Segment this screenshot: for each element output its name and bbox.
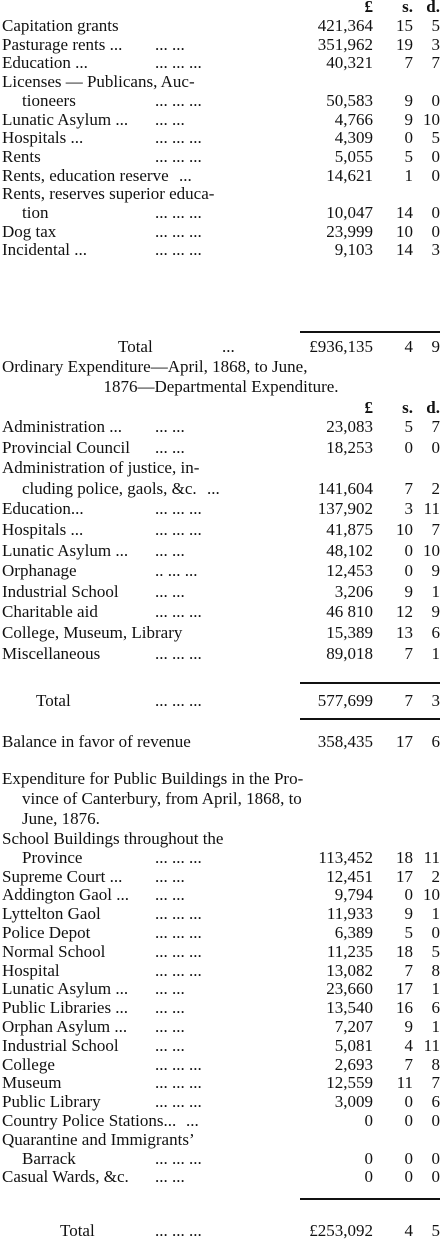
shillings-value: 9 — [404, 109, 413, 129]
table-row — [0, 562, 440, 580]
pence-value: 0 — [431, 923, 440, 942]
pounds-value: 3,206 — [334, 581, 373, 601]
leader-dots: ... ... — [155, 866, 185, 886]
shillings-value: 9 — [404, 904, 413, 924]
shillings-value: 11 — [396, 1073, 413, 1093]
pence-value: 6 — [431, 623, 440, 642]
leader-dots: ... ... — [155, 1017, 185, 1036]
shillings-value: 7 — [404, 1054, 413, 1074]
pounds-value: 23,083 — [326, 417, 373, 436]
shillings-value: 12 — [396, 602, 413, 622]
table-row — [0, 1112, 440, 1130]
total-label: Total — [60, 1221, 95, 1240]
pounds-value: 11,235 — [326, 941, 373, 961]
shillings-value: 0 — [404, 540, 413, 560]
shillings-value: 7 — [404, 643, 413, 663]
table-row — [0, 111, 440, 129]
buildings-heading-line-1: Expenditure for Public Buildings in the Pro- — [2, 769, 304, 788]
pence-value: 10 — [423, 540, 440, 560]
row-label: Casual Wards, &c. — [2, 1167, 129, 1187]
pence-value: 0 — [431, 90, 440, 110]
pounds-value: 40,321 — [326, 53, 373, 73]
table-row — [0, 500, 440, 518]
leader-dots: ... ... ... — [155, 128, 202, 148]
table-row — [0, 459, 440, 477]
leader-dots: ... ... ... — [155, 904, 202, 924]
pounds-value: 5,055 — [334, 146, 373, 166]
row-label: Dog tax — [2, 221, 57, 241]
table-row — [0, 1037, 440, 1055]
shillings-value: 7 — [404, 478, 413, 498]
pence-value: 1 — [431, 643, 440, 663]
shillings-value: 13 — [396, 623, 413, 642]
shillings-value: 7 — [404, 960, 413, 980]
table-row — [0, 1093, 440, 1111]
shillings-header: s. — [402, 398, 413, 417]
column-header — [0, 0, 440, 16]
table-row — [0, 886, 440, 904]
table-row — [0, 999, 440, 1017]
row-label: Lunatic Asylum ... — [2, 979, 129, 999]
leader-dots: ... ... ... — [155, 847, 202, 867]
pounds-value: 4,309 — [334, 128, 373, 148]
pence-value: 0 — [431, 1167, 440, 1187]
pence-value: 0 — [431, 1111, 440, 1130]
table-row — [0, 204, 440, 222]
table-row — [0, 868, 440, 886]
pence-value: 0 — [431, 203, 440, 222]
table-row — [0, 480, 440, 498]
row-label: Lunatic Asylum ... — [2, 540, 129, 560]
row-label: Supreme Court ... — [2, 866, 123, 886]
pence-value: 0 — [431, 165, 440, 185]
shillings-value: 0 — [404, 128, 413, 148]
pence-value: 7 — [431, 53, 440, 73]
balance-pence: 6 — [431, 732, 440, 751]
leader-dots: ... ... ... — [155, 499, 202, 519]
pounds-value: 7,207 — [334, 1017, 373, 1036]
leader-dots: ... ... ... — [155, 1092, 202, 1112]
leader-dots: ... ... ... — [155, 1054, 202, 1074]
leader-dots: ... ... — [155, 581, 185, 601]
pounds-value: 9,103 — [334, 240, 373, 260]
shillings-value: 0 — [404, 1167, 413, 1187]
row-label: Museum — [2, 1073, 62, 1093]
pence-value: 7 — [431, 417, 440, 436]
pounds-value: 15,389 — [326, 623, 373, 642]
shillings-value: 10 — [396, 520, 413, 539]
table-row — [0, 167, 440, 185]
row-label: Addington Gaol ... — [2, 885, 130, 905]
total-pence: 9 — [431, 337, 440, 356]
pence-value: 0 — [431, 221, 440, 241]
row-label: tioneers — [22, 90, 76, 110]
row-label: Industrial School — [2, 1035, 119, 1055]
total-pence: 3 — [431, 691, 440, 710]
row-label: Miscellaneous — [2, 643, 101, 663]
row-label: Incidental ... — [2, 240, 87, 260]
total-dots: ... — [222, 337, 235, 356]
pounds-value: 9,794 — [334, 885, 373, 905]
row-label: Lunatic Asylum ... — [2, 109, 129, 129]
row-label: Public Libraries ... — [2, 998, 129, 1018]
row-label: Provincial Council — [2, 437, 130, 457]
pence-value: 0 — [431, 437, 440, 457]
table-row — [0, 645, 440, 663]
table-row — [0, 962, 440, 980]
row-label: tion — [22, 203, 49, 222]
pence-value: 5 — [431, 16, 440, 35]
shillings-value: 5 — [404, 417, 413, 436]
pence-value: 11 — [423, 847, 440, 867]
shillings-value: 10 — [396, 221, 413, 241]
buildings-total-rule — [300, 1198, 440, 1200]
expenditure-total-row — [0, 692, 440, 710]
leader-dots: ... ... ... — [155, 520, 202, 539]
leader-dots: ... ... — [155, 437, 185, 457]
revenue-total-row — [0, 338, 440, 356]
table-row — [0, 418, 440, 436]
shillings-value: 3 — [404, 499, 413, 519]
pounds-header: £ — [364, 398, 373, 417]
column-header — [0, 399, 440, 417]
pounds-value: 12,559 — [326, 1073, 373, 1093]
pence-value: 11 — [423, 1035, 440, 1055]
leader-dots: ... ... — [155, 885, 185, 905]
table-row — [0, 905, 440, 923]
pence-value: 5 — [431, 128, 440, 148]
pounds-value: 12,453 — [326, 561, 373, 581]
table-row — [0, 54, 440, 72]
leader-dots: ... ... — [155, 1167, 185, 1187]
pounds-value: 3,009 — [334, 1092, 373, 1112]
row-label: Orphan Asylum ... — [2, 1017, 128, 1036]
leader-dots: ... ... ... — [155, 602, 202, 622]
table-row — [0, 1074, 440, 1092]
table-row — [0, 36, 440, 54]
row-label: Charitable aid — [2, 602, 98, 622]
total-shillings: 4 — [404, 337, 413, 356]
pounds-value: 5,081 — [334, 1035, 373, 1055]
shillings-value: 5 — [404, 146, 413, 166]
pence-value: 8 — [431, 1054, 440, 1074]
table-row — [0, 1131, 440, 1149]
total-pounds: 577,699 — [317, 691, 373, 710]
row-label: College — [2, 1054, 55, 1074]
leader-dots: ... ... ... — [155, 90, 202, 110]
row-label: Hospitals ... — [2, 128, 84, 148]
row-label: Capitation grants — [2, 16, 119, 35]
pence-value: 10 — [423, 885, 440, 905]
leader-dots: ... ... ... — [155, 960, 202, 980]
expenditure-bottom-rule — [300, 718, 440, 720]
pounds-value: 6,389 — [334, 923, 373, 942]
table-row — [0, 92, 440, 110]
leader-dots: ... ... — [155, 34, 185, 54]
shillings-value: 4 — [404, 1035, 413, 1055]
leader-dots: ... — [207, 478, 220, 498]
balance-shillings: 17 — [396, 732, 413, 751]
leader-dots: ... ... — [155, 979, 185, 999]
pence-value: 11 — [423, 499, 440, 519]
pounds-value: 351,962 — [317, 34, 373, 54]
shillings-value: 17 — [396, 866, 413, 886]
table-row — [0, 73, 440, 91]
pounds-value: 0 — [364, 1111, 373, 1130]
pounds-value: 18,253 — [326, 437, 373, 457]
row-label: Hospitals ... — [2, 520, 84, 539]
table-row — [0, 148, 440, 166]
leader-dots: ... ... ... — [155, 941, 202, 961]
total-shillings: 4 — [404, 1221, 413, 1240]
leader-dots: ... ... — [155, 109, 185, 129]
ordinary-heading-line-2: 1876—Departmental Expenditure. — [103, 377, 339, 396]
shillings-value: 9 — [404, 1017, 413, 1036]
pounds-value: 14,621 — [326, 165, 373, 185]
row-label: Normal School — [2, 941, 106, 961]
pounds-value: 141,604 — [317, 478, 373, 498]
leader-dots: ... ... ... — [155, 923, 202, 942]
row-label: Lyttelton Gaol — [2, 904, 101, 924]
pence-value: 2 — [431, 478, 440, 498]
shillings-value: 9 — [404, 581, 413, 601]
shillings-value: 19 — [396, 34, 413, 54]
row-label: Licenses — Publicans, Auc- — [2, 72, 195, 92]
table-row — [0, 439, 440, 457]
shillings-value: 9 — [404, 90, 413, 110]
table-row — [0, 521, 440, 539]
pence-value: 1 — [431, 979, 440, 999]
row-label: Administration of justice, in- — [2, 458, 200, 478]
row-label: Rents, reserves superior educa- — [2, 184, 215, 204]
row-label: cluding police, gaols, &c. — [22, 478, 197, 498]
pence-value: 9 — [431, 561, 440, 581]
table-row — [0, 924, 440, 942]
table-row — [0, 830, 440, 848]
row-label: Barrack — [22, 1148, 76, 1168]
shillings-value: 0 — [404, 1092, 413, 1112]
shillings-value: 0 — [404, 885, 413, 905]
row-label: Province — [22, 847, 83, 867]
leader-dots: ... ... — [155, 998, 185, 1018]
pence-value: 6 — [431, 998, 440, 1018]
pounds-value: 4,766 — [334, 109, 373, 129]
pounds-value: 89,018 — [326, 643, 373, 663]
row-label: Industrial School — [2, 581, 119, 601]
expenditure-total-rule — [300, 682, 440, 684]
pounds-header: £ — [364, 0, 373, 16]
total-label: Total — [118, 337, 153, 356]
table-row — [0, 583, 440, 601]
pence-value: 1 — [431, 904, 440, 924]
pounds-value: 11,933 — [326, 904, 373, 924]
row-label: Public Library — [2, 1092, 101, 1112]
table-row — [0, 980, 440, 998]
row-label: Education... — [2, 499, 84, 519]
leader-dots: ... ... ... — [155, 240, 202, 260]
pence-value: 3 — [431, 240, 440, 260]
pounds-value: 2,693 — [334, 1054, 373, 1074]
leader-dots: ... ... — [155, 417, 185, 436]
table-row — [0, 185, 440, 203]
row-label: College, Museum, Library — [2, 623, 183, 642]
leader-dots: ... ... ... — [155, 146, 202, 166]
pence-value: 8 — [431, 960, 440, 980]
leader-dots: ... ... — [155, 540, 185, 560]
leader-dots: ... ... ... — [155, 1073, 202, 1093]
pounds-value: 0 — [364, 1167, 373, 1187]
pounds-value: 48,102 — [326, 540, 373, 560]
pence-value: 7 — [431, 520, 440, 539]
pounds-value: 137,902 — [317, 499, 373, 519]
pence-value: 3 — [431, 34, 440, 54]
shillings-value: 16 — [396, 998, 413, 1018]
pounds-value: 10,047 — [326, 203, 373, 222]
leader-dots: ... ... ... — [155, 1148, 202, 1168]
row-label: School Buildings throughout the — [2, 829, 224, 848]
table-row — [0, 1018, 440, 1036]
table-row — [0, 603, 440, 621]
shillings-value: 0 — [404, 1111, 413, 1130]
table-row — [0, 624, 440, 642]
table-row — [0, 542, 440, 560]
shillings-value: 0 — [404, 437, 413, 457]
pence-value: 9 — [431, 602, 440, 622]
total-shillings: 7 — [404, 691, 413, 710]
shillings-value: 18 — [396, 941, 413, 961]
pounds-value: 13,082 — [326, 960, 373, 980]
row-label: Rents, education reserve — [2, 165, 169, 185]
shillings-value: 1 — [404, 165, 413, 185]
buildings-heading-line-3: June, 1876. — [22, 809, 100, 828]
pounds-value: 13,540 — [326, 998, 373, 1018]
table-row — [0, 17, 440, 35]
row-label: Education ... — [2, 53, 88, 73]
balance-pounds: 358,435 — [317, 732, 373, 751]
leader-dots: ... ... ... — [155, 203, 202, 222]
pence-header: d. — [426, 398, 440, 417]
shillings-value: 14 — [396, 203, 413, 222]
ordinary-heading-line-1: Ordinary Expenditure—April, 1868, to June, — [2, 357, 308, 376]
row-label: Hospital — [2, 960, 60, 980]
table-row — [0, 943, 440, 961]
pounds-value: 113,452 — [318, 847, 373, 867]
balance-row — [0, 733, 440, 751]
pounds-value: 41,875 — [326, 520, 373, 539]
pence-header: d. — [426, 0, 440, 16]
shillings-header: s. — [402, 0, 413, 16]
row-label: Police Depot — [2, 923, 91, 942]
shillings-value: 15 — [396, 16, 413, 35]
balance-label: Balance in favor of revenue — [2, 732, 191, 751]
pounds-value: 12,451 — [326, 866, 373, 886]
total-dots: ... ... ... — [155, 691, 202, 710]
pounds-value: 50,583 — [326, 90, 373, 110]
pounds-value: 0 — [364, 1148, 373, 1168]
pence-value: 7 — [431, 1073, 440, 1093]
pence-value: 0 — [431, 146, 440, 166]
row-label: Rents — [2, 146, 41, 166]
pence-value: 6 — [431, 1092, 440, 1112]
table-row — [0, 1150, 440, 1168]
pounds-value: 23,999 — [326, 221, 373, 241]
row-label: Pasturage rents ... — [2, 34, 123, 54]
buildings-heading-line-2: vince of Canterbury, from April, 1868, to — [22, 789, 302, 808]
table-row — [0, 1056, 440, 1074]
total-pounds: £253,092 — [309, 1221, 373, 1240]
pence-value: 10 — [423, 109, 440, 129]
table-row — [0, 223, 440, 241]
row-label: Orphanage — [2, 561, 77, 581]
pence-value: 0 — [431, 1148, 440, 1168]
leader-dots: ... — [186, 1111, 199, 1130]
pounds-value: 46 810 — [326, 602, 373, 622]
leader-dots: ... — [179, 165, 192, 185]
pence-value: 2 — [431, 866, 440, 886]
row-label: Administration ... — [2, 417, 122, 436]
shillings-value: 18 — [396, 847, 413, 867]
shillings-value: 0 — [404, 1148, 413, 1168]
row-label: Quarantine and Immigrants’ — [2, 1129, 195, 1149]
leader-dots: ... ... ... — [155, 221, 202, 241]
shillings-value: 5 — [404, 923, 413, 942]
leader-dots: ... ... — [155, 1035, 185, 1055]
buildings-total-row — [0, 1222, 440, 1240]
table-row — [0, 1168, 440, 1186]
table-row — [0, 241, 440, 259]
row-label: Country Police Stations... — [2, 1111, 177, 1130]
pence-value: 5 — [431, 941, 440, 961]
table-row — [0, 129, 440, 147]
table-row — [0, 849, 440, 867]
leader-dots: ... ... ... — [155, 53, 202, 73]
pence-value: 1 — [431, 581, 440, 601]
shillings-value: 14 — [396, 240, 413, 260]
shillings-value: 0 — [404, 561, 413, 581]
leader-dots: .. ... ... — [155, 561, 198, 581]
shillings-value: 7 — [404, 53, 413, 73]
pounds-value: 23,660 — [326, 979, 373, 999]
total-pence: 5 — [431, 1221, 440, 1240]
total-pounds: £936,135 — [309, 337, 373, 356]
pounds-value: 421,364 — [317, 16, 373, 35]
revenue-total-rule — [300, 331, 440, 333]
pence-value: 1 — [431, 1017, 440, 1036]
shillings-value: 17 — [396, 979, 413, 999]
total-dots: ... ... ... — [155, 1221, 202, 1240]
leader-dots: ... ... ... — [155, 643, 202, 663]
total-label: Total — [36, 691, 71, 710]
